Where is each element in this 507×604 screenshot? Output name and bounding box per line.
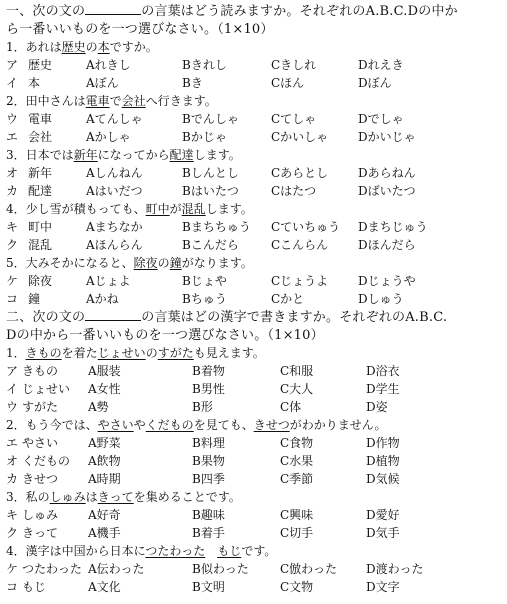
underlined-word: じょせい bbox=[97, 346, 146, 360]
part2-instruction-text-a: 二、次の文の bbox=[6, 310, 86, 325]
question-text: 4．少し雪が積もっても、 bbox=[6, 202, 146, 216]
option-c: Cこんらん bbox=[271, 238, 329, 252]
option-b: B形 bbox=[192, 400, 213, 414]
question-text: 4．漢字は中国から日本に bbox=[6, 544, 146, 558]
option-d: Dほんだら bbox=[358, 238, 416, 252]
part2-instruction-text-b: の言葉はどの漢字で書きますか。それぞれのA.B.C. bbox=[141, 310, 448, 325]
underlined-word: もじ bbox=[217, 544, 242, 558]
option-row bbox=[6, 453, 504, 470]
row-word: きもの bbox=[22, 364, 59, 378]
option-b: Bまちちゅう bbox=[182, 220, 251, 234]
row-mark: エ bbox=[6, 130, 19, 144]
row-mark: ケ bbox=[6, 274, 19, 288]
option-d: D愛好 bbox=[366, 508, 400, 522]
option-row bbox=[6, 471, 504, 488]
row-mark: オ bbox=[6, 166, 19, 180]
option-d: Dあらねん bbox=[358, 166, 416, 180]
option-row bbox=[6, 381, 504, 398]
row-mark: ケ bbox=[6, 562, 19, 576]
row-mark: コ bbox=[6, 580, 19, 594]
row-mark: ウ bbox=[6, 112, 19, 126]
question-text: は bbox=[85, 490, 98, 504]
option-row bbox=[6, 399, 504, 416]
option-c: Cていちゅう bbox=[271, 220, 341, 234]
row-word: 電車 bbox=[28, 112, 53, 126]
row-word: 配達 bbox=[28, 184, 53, 198]
option-row bbox=[6, 111, 504, 128]
option-d: D植物 bbox=[366, 454, 400, 468]
option-d: D学生 bbox=[366, 382, 400, 396]
option-b: Bしんとし bbox=[182, 166, 239, 180]
option-d: Dれえき bbox=[358, 58, 404, 72]
question-3 bbox=[6, 489, 504, 506]
question-text: 2．もう今では、 bbox=[6, 418, 98, 432]
option-a: A勢 bbox=[88, 400, 109, 414]
row-word: 混乱 bbox=[28, 238, 53, 252]
question-4 bbox=[6, 201, 504, 218]
option-c: Cかいしゃ bbox=[271, 130, 329, 144]
underlined-word: きせつ bbox=[253, 418, 290, 432]
option-row bbox=[6, 435, 504, 452]
option-c: Cあらとし bbox=[271, 166, 329, 180]
option-d: Dまちじゅう bbox=[358, 220, 428, 234]
question-text: が bbox=[169, 202, 182, 216]
option-row bbox=[6, 57, 504, 74]
option-d: Dしゅう bbox=[358, 292, 404, 306]
option-row bbox=[6, 165, 504, 182]
option-a: Aれきし bbox=[86, 58, 131, 72]
option-b: B四季 bbox=[192, 472, 225, 486]
question-1 bbox=[6, 345, 504, 362]
question-text: します。 bbox=[193, 148, 241, 162]
option-d: D浴衣 bbox=[366, 364, 400, 378]
option-a: A伝わった bbox=[88, 562, 145, 576]
row-mark: オ bbox=[6, 454, 19, 468]
question-text: 3．日本では bbox=[6, 148, 74, 162]
question-text: がわかりません。 bbox=[289, 418, 387, 432]
option-a: Aてんしゃ bbox=[86, 112, 143, 126]
question-text: の bbox=[85, 40, 98, 54]
option-c: C切手 bbox=[280, 526, 314, 540]
option-b: B果物 bbox=[192, 454, 225, 468]
option-a: A好奇 bbox=[88, 508, 121, 522]
option-a: A服装 bbox=[88, 364, 121, 378]
option-b: Bきれし bbox=[182, 58, 227, 72]
question-text bbox=[205, 544, 217, 558]
option-d: Dばいたつ bbox=[358, 184, 416, 198]
option-c: Cかと bbox=[271, 292, 305, 306]
row-word: 町中 bbox=[28, 220, 53, 234]
underlined-word: すがた bbox=[157, 346, 194, 360]
underlined-word: やさい bbox=[97, 418, 134, 432]
option-row bbox=[6, 237, 504, 254]
option-d: D気候 bbox=[366, 472, 400, 486]
option-b: B男性 bbox=[192, 382, 225, 396]
option-a: Aぼん bbox=[86, 76, 119, 90]
option-b: B着手 bbox=[192, 526, 225, 540]
row-mark: カ bbox=[6, 472, 19, 486]
underlined-word: つたわった bbox=[145, 544, 206, 558]
question-text: の bbox=[145, 346, 158, 360]
option-b: Bでんしゃ bbox=[182, 112, 239, 126]
option-row bbox=[6, 129, 504, 146]
option-row bbox=[6, 525, 504, 542]
question-5 bbox=[6, 255, 504, 272]
row-mark: イ bbox=[6, 382, 19, 396]
option-a: Aかしゃ bbox=[86, 130, 131, 144]
row-mark: カ bbox=[6, 184, 19, 198]
question-text: します。 bbox=[205, 202, 253, 216]
question-text: へ行きます。 bbox=[145, 94, 217, 108]
option-row bbox=[6, 219, 504, 236]
option-b: B文明 bbox=[192, 580, 225, 594]
option-b: Bかじゃ bbox=[182, 130, 227, 144]
question-text: です。 bbox=[241, 544, 277, 558]
question-text: や bbox=[133, 418, 146, 432]
row-word: 鐘 bbox=[28, 292, 41, 306]
option-c: C体 bbox=[280, 400, 302, 414]
option-d: Dぼん bbox=[358, 76, 392, 90]
row-word: 会社 bbox=[28, 130, 53, 144]
option-row bbox=[6, 507, 504, 524]
option-row bbox=[6, 561, 504, 578]
underlined-word: 新年 bbox=[73, 148, 98, 162]
question-text: がなります。 bbox=[181, 256, 253, 270]
row-word: つたわった bbox=[22, 562, 82, 576]
blank-underline bbox=[85, 309, 141, 321]
underlined-word: 電車 bbox=[85, 94, 110, 108]
option-a: Aかね bbox=[86, 292, 119, 306]
question-4 bbox=[6, 543, 504, 560]
row-word: 除夜 bbox=[28, 274, 53, 288]
part2-instruction-line1 bbox=[6, 309, 504, 326]
option-c: Cじょうよ bbox=[271, 274, 329, 288]
option-a: A飲物 bbox=[88, 454, 121, 468]
underlined-word: 会社 bbox=[121, 94, 146, 108]
row-mark: キ bbox=[6, 508, 19, 522]
question-text: 5．大みそかになると、 bbox=[6, 256, 134, 270]
row-word: くだもの bbox=[22, 454, 71, 468]
row-mark: ク bbox=[6, 526, 19, 540]
option-c: C季節 bbox=[280, 472, 314, 486]
row-word: じょせい bbox=[22, 382, 71, 396]
row-word: 本 bbox=[28, 76, 41, 90]
question-text: を見ても、 bbox=[193, 418, 254, 432]
part1-instruction-text-b: の言葉はどう読みますか。それぞれのA.B.C.Dの中か bbox=[141, 4, 458, 19]
option-a: A文化 bbox=[88, 580, 121, 594]
question-text: 2．田中さんは bbox=[6, 94, 86, 108]
underlined-word: きもの bbox=[25, 346, 62, 360]
question-text: で bbox=[109, 94, 122, 108]
option-c: C興味 bbox=[280, 508, 314, 522]
underlined-word: 本 bbox=[97, 40, 110, 54]
row-word: きせつ bbox=[22, 472, 59, 486]
option-b: Bこんだら bbox=[182, 238, 239, 252]
option-b: Bはいたつ bbox=[182, 184, 239, 198]
option-d: D渡わった bbox=[366, 562, 424, 576]
option-c: C和服 bbox=[280, 364, 314, 378]
underlined-word: 歴史 bbox=[61, 40, 86, 54]
option-c: C水果 bbox=[280, 454, 314, 468]
option-row bbox=[6, 75, 504, 92]
underlined-word: 除夜 bbox=[133, 256, 158, 270]
underlined-word: きって bbox=[97, 490, 134, 504]
option-c: C大人 bbox=[280, 382, 314, 396]
part1-instruction-line2: ら一番いいものを一つ選びなさい。（1×10） bbox=[6, 22, 274, 37]
question-2 bbox=[6, 93, 504, 110]
row-word: しゅみ bbox=[22, 508, 59, 522]
option-d: D気手 bbox=[366, 526, 400, 540]
part2-instruction-line2: Dの中から一番いいものを一つ選びなさい。（1×10） bbox=[6, 328, 324, 343]
blank-underline bbox=[85, 3, 141, 15]
question-text: ですか。 bbox=[109, 40, 158, 54]
option-a: A時期 bbox=[88, 472, 121, 486]
underlined-word: 鐘 bbox=[169, 256, 182, 270]
option-a: A機手 bbox=[88, 526, 121, 540]
option-b: B趣味 bbox=[192, 508, 225, 522]
option-d: D姿 bbox=[366, 400, 388, 414]
question-2 bbox=[6, 417, 504, 434]
row-word: もじ bbox=[22, 580, 47, 594]
option-d: D文字 bbox=[366, 580, 400, 594]
option-c: Cてしゃ bbox=[271, 112, 317, 126]
option-b: Bき bbox=[182, 76, 203, 90]
row-mark: コ bbox=[6, 292, 19, 306]
row-mark: ク bbox=[6, 238, 19, 252]
row-mark: エ bbox=[6, 436, 19, 450]
question-1 bbox=[6, 39, 504, 56]
row-word: すがた bbox=[22, 400, 59, 414]
option-b: Bじょや bbox=[182, 274, 227, 288]
question-text: を着た bbox=[61, 346, 98, 360]
underlined-word: くだもの bbox=[145, 418, 194, 432]
option-row bbox=[6, 363, 504, 380]
question-text: を集めることです。 bbox=[133, 490, 241, 504]
question-3 bbox=[6, 147, 504, 164]
option-c: C食物 bbox=[280, 436, 314, 450]
option-b: Bちゅう bbox=[182, 292, 227, 306]
question-text: の bbox=[157, 256, 170, 270]
option-d: Dかいじゃ bbox=[358, 130, 416, 144]
row-word: きって bbox=[22, 526, 59, 540]
option-a: Aほんらん bbox=[86, 238, 143, 252]
option-c: C倣わった bbox=[280, 562, 338, 576]
option-d: Dじょうや bbox=[358, 274, 416, 288]
option-c: Cきしれ bbox=[271, 58, 317, 72]
option-a: A野菜 bbox=[88, 436, 121, 450]
underlined-word: しゅみ bbox=[49, 490, 86, 504]
underlined-word: 混乱 bbox=[181, 202, 206, 216]
part1-instruction-text-a: 一、次の文の bbox=[6, 4, 86, 19]
part1-instruction-line1 bbox=[6, 3, 504, 20]
option-b: B着物 bbox=[192, 364, 225, 378]
option-a: Aまちなか bbox=[86, 220, 143, 234]
option-b: B料理 bbox=[192, 436, 225, 450]
option-c: C文物 bbox=[280, 580, 314, 594]
option-row bbox=[6, 291, 504, 308]
question-text: 3．私の bbox=[6, 490, 50, 504]
option-c: Cはたつ bbox=[271, 184, 317, 198]
row-mark: ア bbox=[6, 364, 19, 378]
option-d: D作物 bbox=[366, 436, 400, 450]
row-mark: ウ bbox=[6, 400, 19, 414]
question-text: になってから bbox=[97, 148, 170, 162]
row-word: やさい bbox=[22, 436, 59, 450]
option-c: Cほん bbox=[271, 76, 305, 90]
row-word: 歴史 bbox=[28, 58, 53, 72]
row-mark: キ bbox=[6, 220, 19, 234]
underlined-word: 配達 bbox=[169, 148, 194, 162]
question-text: も見えます。 bbox=[193, 346, 265, 360]
question-text: 1． bbox=[6, 346, 26, 360]
option-b: B似わった bbox=[192, 562, 249, 576]
underlined-word: 町中 bbox=[145, 202, 170, 216]
option-row bbox=[6, 183, 504, 200]
option-row bbox=[6, 273, 504, 290]
option-d: Dでしゃ bbox=[358, 112, 404, 126]
option-row bbox=[6, 579, 504, 596]
row-word: 新年 bbox=[28, 166, 53, 180]
option-a: Aはいだつ bbox=[86, 184, 143, 198]
row-mark: イ bbox=[6, 76, 19, 90]
option-a: Aじょよ bbox=[86, 274, 131, 288]
option-a: Aしんねん bbox=[86, 166, 143, 180]
option-a: A女性 bbox=[88, 382, 121, 396]
question-text: 1．あれは bbox=[6, 40, 62, 54]
row-mark: ア bbox=[6, 58, 19, 72]
